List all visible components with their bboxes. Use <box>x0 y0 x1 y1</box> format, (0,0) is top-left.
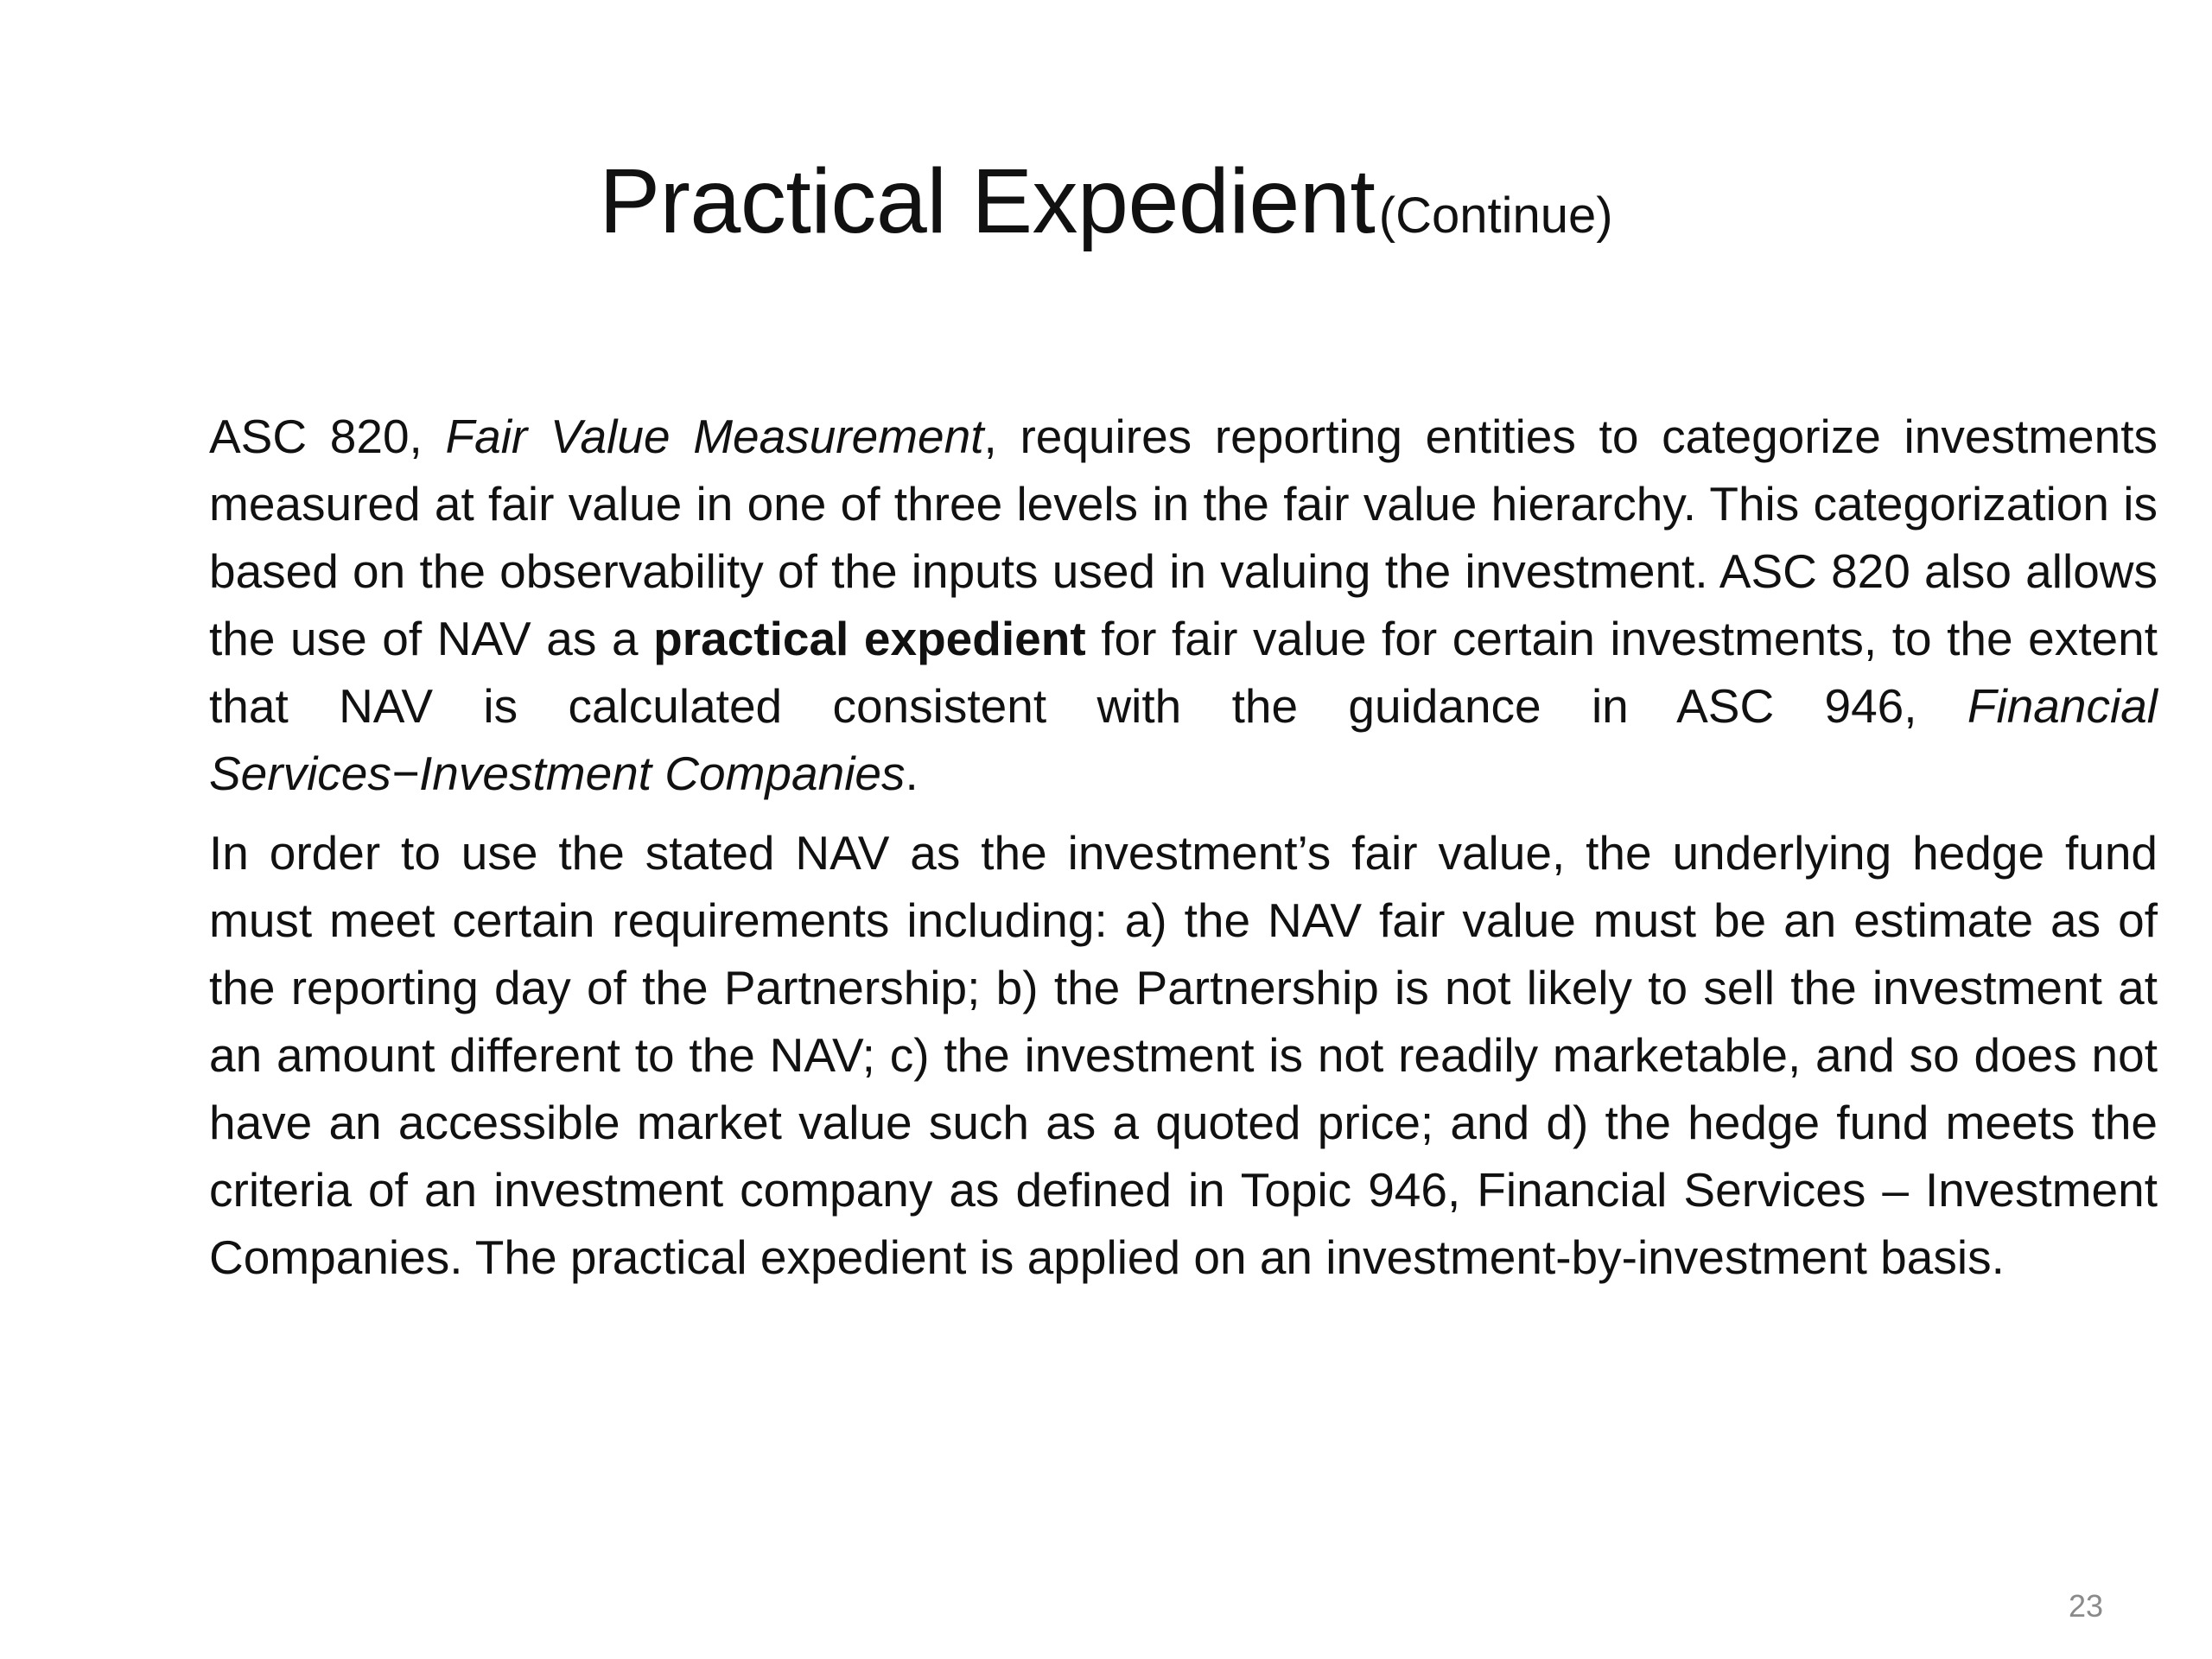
paragraph1-text-a: ASC 820, <box>209 410 446 463</box>
paragraph1-italic-asc-946-title: Financial Services−Investment Companies <box>209 679 2158 800</box>
paragraph1-italic-fair-value-measurement: Fair Value Measurement <box>445 410 984 463</box>
title-suffix: (Continue) <box>1378 188 1613 244</box>
paragraph1-bold-practical-expedient: practical expedient <box>653 612 1086 665</box>
paragraph-nav-requirements: In order to use the stated NAV as the investment’s fair value, the underlying hedge fund must meet certain requirements including: a) the NAV fair value must be an estimate as of the reporting day of the Partnership; b) the Partnership is not likely to sell the investment at an amount different to the NAV; c) the investment is not readily marketable, and so does not have an accessible market value such as a quoted price; and d) the hedge fund meets the criteria of an investment company as defined in Topic 946, Financial Services – Investment Companies. The practical expedient is applied on an investment-by-investment basis. <box>209 826 2158 1284</box>
paragraph1-text-c: , requires reporting entities to categorize investments measured at fair value in one of three levels in the fair value hierarchy. This categorization is based on the observability of the inputs used in valuing the investment. ASC 820 also allows the use of NAV as a <box>209 410 2158 665</box>
paragraph-asc-820 <box>209 403 2158 807</box>
page-number: 23 <box>2068 1588 2103 1624</box>
paragraph1-text-e: for fair value for certain investments, to the extent that NAV is calculated consistent with the guidance in ASC 946, <box>209 612 2158 733</box>
paragraph1-text-g: . <box>905 747 918 800</box>
title-main: Practical Expedient <box>599 150 1376 252</box>
slide-body <box>209 403 2158 1303</box>
slide-title <box>0 147 2212 257</box>
